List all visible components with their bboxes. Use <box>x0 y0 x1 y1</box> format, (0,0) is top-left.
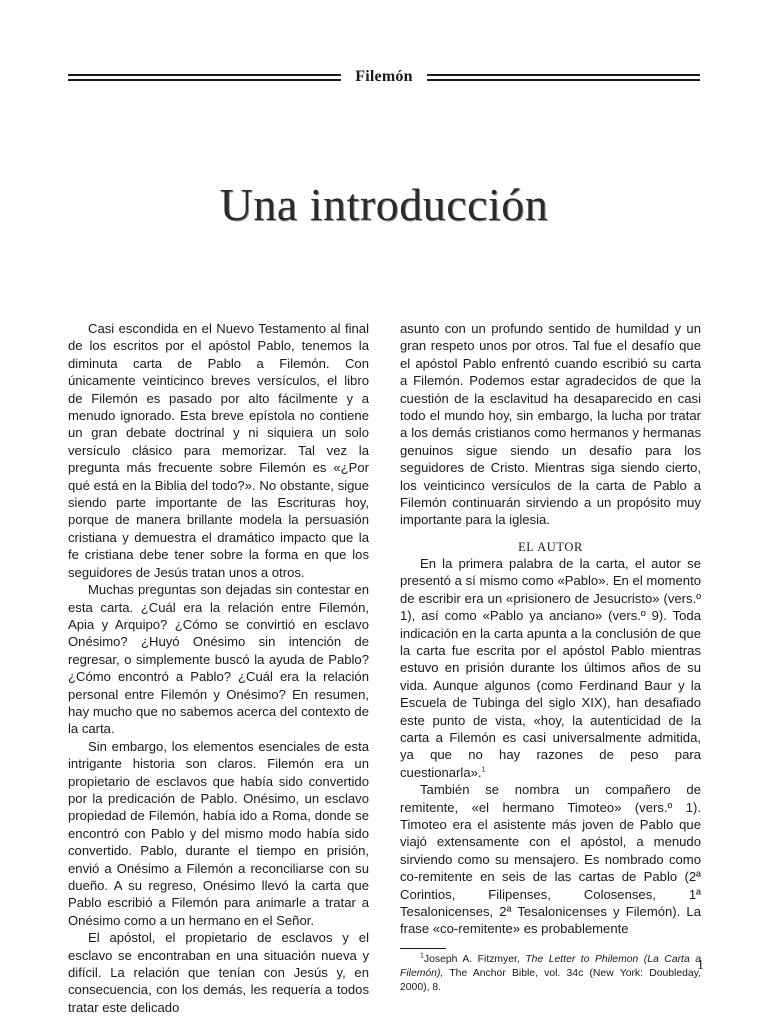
footnote <box>400 953 701 995</box>
page-number: 1 <box>697 958 704 973</box>
paragraph-essentials: Sin embargo, los elementos esenciales de esta intrigante historia son claros. Filemón era un propietario de esclavos que había sido convertido por la predicación de Pablo. Onésimo, un esclavo propiedad de Filemón, había ido a Roma, donde se encontró con Pablo y del mismo modo había sido convertido. Pablo, durante el tiempo en prisión, envió a Onésimo a Filemón a reconciliarse con su dueño. A su regreso, Onésimo llevó la carta que Pablo escribió a Filemón para animarle a tratar a Onésimo como a un hermano en el Señor. <box>68 738 369 928</box>
paragraph-continuation: asunto con un profundo sentido de humildad y un gran respeto unos por otros. Tal fue el desafío que el apóstol Pablo enfrentó cuando escribió su carta a Filemón. Podemos estar agradecidos de que la cuestión de la esclavitud ha desaparecido en casi todo el mundo hoy, sin embargo, la lucha por tratar a los demás cristianos como hermanos y hermanas genuinos sigue siendo un desafío para los seguidores de Cristo. Mientras siga siendo cierto, los veinticinco versículos de la carta de Pablo a Filemón continuarán sirviendo a un propósito muy importante para la iglesia. <box>400 321 701 528</box>
left-column <box>68 320 369 1016</box>
footnote-rest: The Anchor Bible, vol. 34c (New York: Doubleday, 2000), 8. <box>400 967 702 993</box>
footnote-separator <box>400 948 446 949</box>
paragraph-author-1-text: En la primera palabra de la carta, el autor se presentó a sí mismo como «Pablo». En el momento de escribir era un «prisionero de Jesucristo» (vers.º 1), así como «Pablo ya anciano» (vers.º 9). Toda indicación en la carta apunta a la conclusión de que la carta fue escrita por el apóstol Pablo mientras estuvo en prisión durante los últimos años de su vida. Aunque algunos (como Ferdinand Baur y la Escuela de Tubinga del siglo XIX), han desafiado este punto de vista, «hoy, la autenticidad de la carta a Filemón es casi universalmente admitida, ya que no hay razones de peso para cuestionarla». <box>400 555 701 780</box>
paragraph-questions: Muchas preguntas son dejadas sin contestar en esta carta. ¿Cuál era la relación entre Filemón, Apia y Arquipo? ¿Cómo se convirtió en esclavo Onésimo? ¿Huyó Onésimo sin intención de regresar, o simplemente buscó la ayuda de Pablo? ¿Cómo encontró a Pablo? ¿Cuál era la relación personal entre Filemón y Onésimo? En resumen, hay mucho que no sabemos acerca del contexto de la carta. <box>68 582 369 737</box>
footnote-reference[interactable]: 1 <box>481 766 486 774</box>
paragraph-situation: El apóstol, el propietario de esclavos y el esclavo se encontraban en una situación nueva y difícil. La relación que tenían con Jesús y, en consecuencia, con los demás, les requería a todos tratar este delicado <box>68 930 369 1015</box>
page-title: Una introducción <box>219 179 549 230</box>
paragraph-intro: Casi escondida en el Nuevo Testamento al final de los escritos por el apóstol Pablo, tenemos la diminuta carta de Pablo a Filemón. Con únicamente veinticinco breves versículos, el libro de Filemón es pasado por alto fácilmente y a menudo ignorado. Esta breve epístola no contiene un gran debate doctrinal y ni siquiera un solo versículo clásico para memorizar. Tal vez la pregunta más frecuente sobre Filemón es «¿Por qué está en la Biblia del todo?». No obstante, sigue siendo parte importante de las Escrituras hoy, porque de manera brillante modela la persuasión cristiana y demuestra el dramático impacto que la fe cristiana debe tener sobre la forma en que los seguidores de Jesús tratan unos a otros. <box>68 321 369 580</box>
section-heading-author: EL AUTOR <box>518 539 583 554</box>
running-header <box>68 66 700 88</box>
paragraph-author-1 <box>400 555 701 781</box>
footnote-marker: 1 <box>420 952 424 960</box>
header-rule-right <box>427 74 700 81</box>
right-column <box>400 320 701 995</box>
footnote-author: Joseph A. Fitzmyer, <box>423 953 520 965</box>
header-rule-left <box>68 74 341 81</box>
paragraph-author-2: También se nombra un compañero de remitente, «el hermano Timoteo» (vers.º 1). Timoteo era el asistente más joven de Pablo que viajó extensamente con el apóstol, a menudo sirviendo como su mensajero. Es nombrado como co-remitente en seis de las cartas de Pablo (2ª Corintios, Filipenses, Colosenses, 1ª Tesalonicenses, 2ª Tesalonicenses y Filemón). La frase «co-remitente» es probablemente <box>400 782 701 937</box>
footnote-book-title: The Letter to Philemon (La Carta a Filemón), <box>400 953 702 979</box>
running-header-label: Filemón <box>355 68 413 85</box>
